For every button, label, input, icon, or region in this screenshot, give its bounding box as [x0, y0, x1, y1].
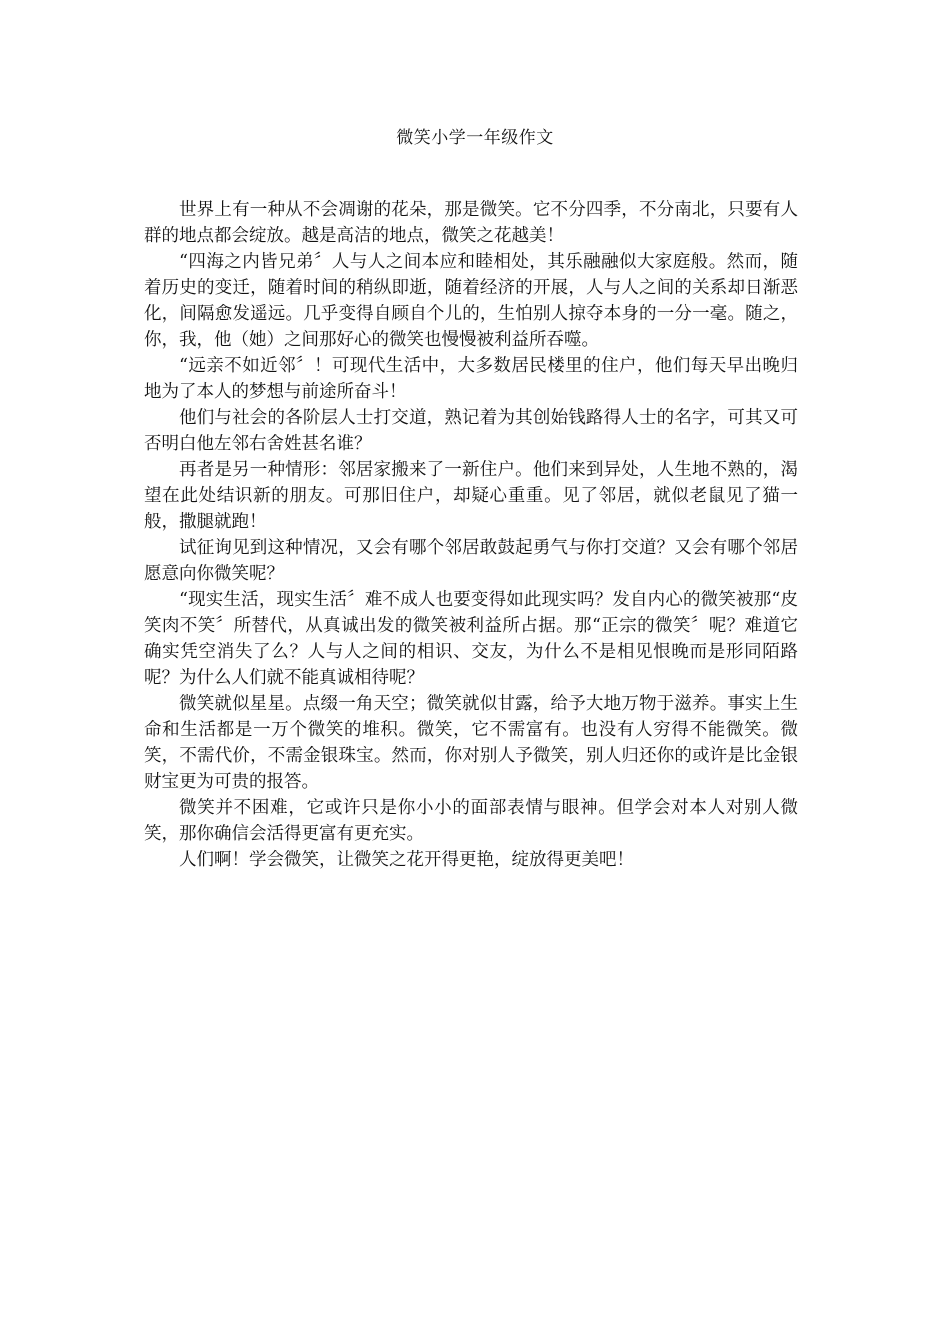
paragraph: “远亲不如近邻〞！可现代生活中，大多数居民楼里的住户，他们每天早出晚归地为了本人的梦想与前途所奋斗！: [144, 356, 798, 402]
paragraph: 微笑就似星星。点缀一角天空；微笑就似甘露，给予大地万物于滋养。事实上生命和生活都是一万个微笑的堆积。微笑，它不需富有。也没有人穷得不能微笑。微笑，不需代价，不需金银珠宝。然而，你对别人予微笑，别人归还你的或许是比金银财宝更为可贵的报答。: [144, 694, 798, 792]
paragraph: 微笑并不困难，它或许只是你小小的面部表情与眼神。但学会对本人对别人微笑，那你确信会活得更富有更充实。: [144, 798, 798, 844]
paragraph: “四海之内皆兄弟〞人与人之间本应和睦相处，其乐融融似大家庭般。然而，随着历史的变迁，随着时间的稍纵即逝，随着经济的开展，人与人之间的关系却日渐恶化，间隔愈发遥远。几乎变得自顾自个儿的，生怕别人掠夺本身的一分一毫。随之，你，我，他（她）之间那好心的微笑也慢慢被利益所吞噬。: [144, 252, 798, 350]
paragraph: 世界上有一种从不会凋谢的花朵，那是微笑。它不分四季，不分南北，只要有人群的地点都会绽放。越是高洁的地点，微笑之花越美！: [144, 200, 798, 246]
document-body: [144, 197, 798, 873]
paragraph: 再者是另一种情形：邻居家搬来了一新住户。他们来到异处，人生地不熟的，渴望在此处结识新的朋友。可那旧住户，却疑心重重。见了邻居，就似老鼠见了猫一般，撒腿就跑！: [144, 460, 798, 532]
paragraph: 他们与社会的各阶层人士打交道，熟记着为其创始钱路得人士的名字，可其又可否明白他左邻右舍姓甚名谁？: [144, 408, 798, 454]
paragraph: “现实生活，现实生活〞难不成人也要变得如此现实吗？发自内心的微笑被那“皮笑肉不笑〞所替代，从真诚出发的微笑被利益所占据。那“正宗的微笑〞呢？难道它确实凭空消失了么？人与人之间的相识、交友，为什么不是相见恨晚而是形同陌路呢？为什么人们就不能真诚相待呢？: [144, 590, 798, 688]
paragraph: 人们啊！学会微笑，让微笑之花开得更艳，绽放得更美吧！: [179, 850, 634, 870]
document-title: 微笑小学一年级作文: [396, 128, 554, 148]
paragraph: 试征询见到这种情况，又会有哪个邻居敢鼓起勇气与你打交道？又会有哪个邻居愿意向你微笑呢？: [144, 538, 798, 584]
